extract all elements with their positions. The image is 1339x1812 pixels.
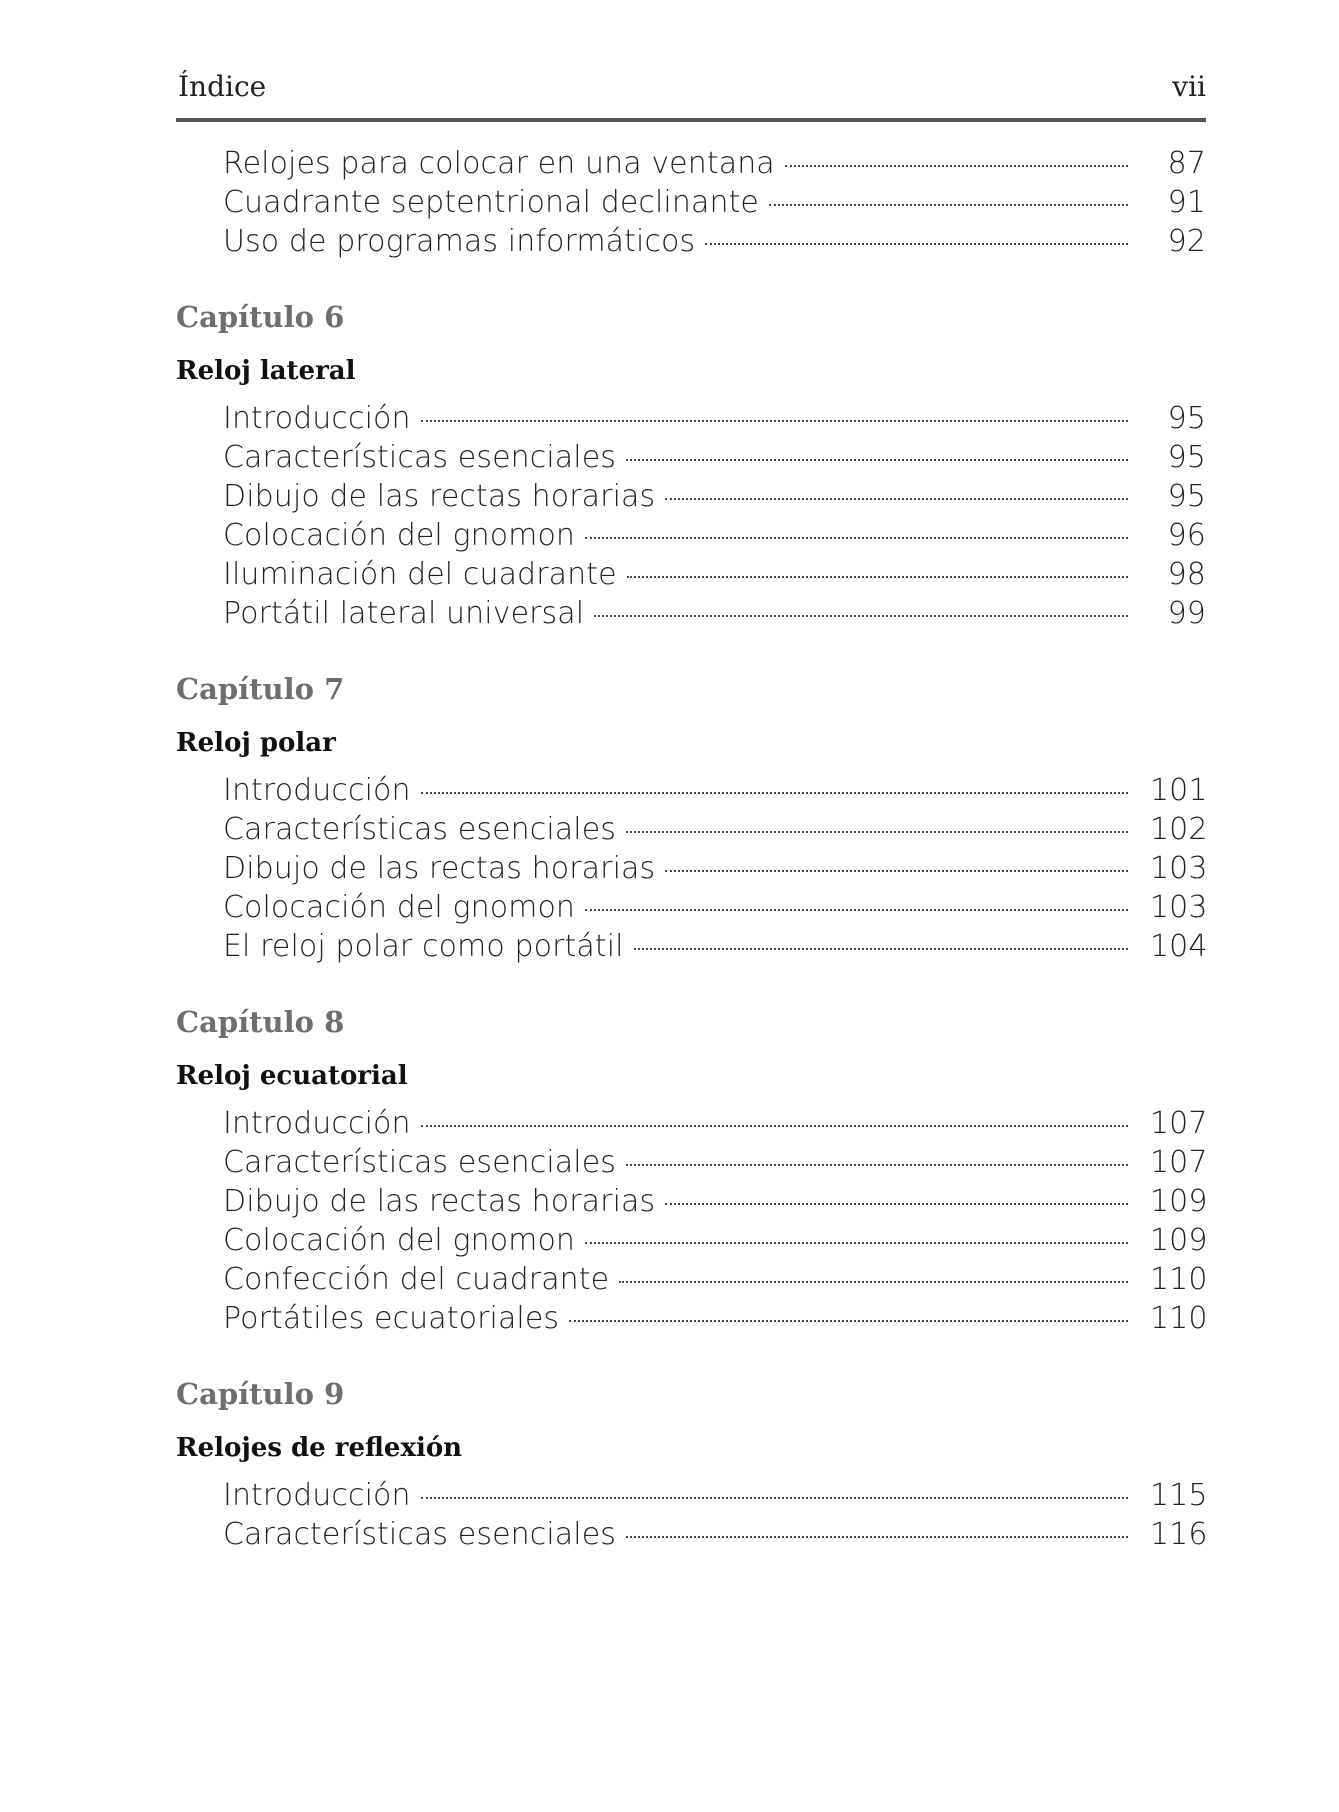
toc-entry[interactable] [223, 185, 1206, 224]
entry-title: Dibujo de las rectas horarias [223, 1184, 656, 1219]
entry-title: Características esenciales [223, 1145, 616, 1180]
dot-leader [626, 1536, 1128, 1538]
entry-page: 96 [1167, 518, 1206, 553]
dot-leader [626, 831, 1128, 833]
chapter-entries [176, 773, 1206, 968]
dot-leader [769, 204, 1128, 206]
entry-title: Portátiles ecuatoriales [223, 1301, 560, 1336]
dot-leader [705, 243, 1128, 245]
entry-page: 110 [1150, 1262, 1208, 1297]
dot-leader [569, 1320, 1128, 1322]
entry-title: Colocación del gnomon [223, 1223, 576, 1258]
entry-title: Dibujo de las rectas horarias [223, 479, 656, 514]
dot-leader [785, 165, 1128, 167]
chapter-title[interactable]: Reloj polar [176, 728, 336, 758]
entry-page: 116 [1150, 1517, 1208, 1552]
dot-leader [626, 1164, 1128, 1166]
dot-leader [665, 870, 1128, 872]
entry-title: Colocación del gnomon [223, 890, 576, 925]
entry-title: Uso de programas informáticos [223, 224, 696, 259]
entry-page: 107 [1150, 1106, 1208, 1141]
toc-entry[interactable] [223, 596, 1206, 635]
dot-leader [585, 909, 1128, 911]
chapter-entries [176, 1106, 1206, 1340]
entry-page: 95 [1167, 440, 1206, 475]
chapter-section [176, 297, 1206, 635]
entry-page: 107 [1150, 1145, 1208, 1180]
chapter-entries [176, 401, 1206, 635]
dot-leader [585, 537, 1128, 539]
entry-page: 101 [1150, 773, 1208, 808]
toc-entry[interactable] [223, 1301, 1206, 1340]
toc-entry[interactable] [223, 440, 1206, 479]
toc-entry[interactable] [223, 146, 1206, 185]
chapter-entries [176, 1478, 1206, 1556]
dot-leader [421, 792, 1128, 794]
dot-leader [594, 615, 1128, 617]
entry-page: 95 [1167, 479, 1206, 514]
toc-entry[interactable] [223, 401, 1206, 440]
chapter-title[interactable]: Reloj ecuatorial [176, 1061, 408, 1091]
entry-page: 115 [1150, 1478, 1208, 1513]
entry-title: Iluminación del cuadrante [223, 557, 617, 592]
dot-leader [421, 1497, 1128, 1499]
entry-title: Introducción [223, 401, 411, 436]
entry-title: Características esenciales [223, 440, 616, 475]
entry-title: Introducción [223, 1106, 411, 1141]
toc-entry[interactable] [223, 1184, 1206, 1223]
entry-page: 98 [1167, 557, 1206, 592]
toc-entry[interactable] [223, 890, 1206, 929]
entry-title: Relojes para colocar en una ventana [223, 146, 775, 181]
entry-title: Introducción [223, 773, 411, 808]
entry-page: 87 [1167, 146, 1206, 181]
toc-entry[interactable] [223, 1262, 1206, 1301]
toc-entry[interactable] [223, 479, 1206, 518]
toc-entry[interactable] [223, 812, 1206, 851]
entry-page: 102 [1150, 812, 1208, 847]
entry-title: Características esenciales [223, 812, 616, 847]
toc-entry[interactable] [223, 518, 1206, 557]
toc-entry[interactable] [223, 929, 1206, 968]
chapter-number: Capítulo 9 [176, 1377, 345, 1411]
entry-page: 103 [1150, 851, 1208, 886]
entry-title: Características esenciales [223, 1517, 616, 1552]
dot-leader [585, 1242, 1128, 1244]
chapter-number: Capítulo 6 [176, 300, 345, 334]
entry-title: Confección del cuadrante [223, 1262, 610, 1297]
dot-leader [627, 576, 1128, 578]
entry-title: El reloj polar como portátil [223, 929, 624, 964]
page-number: vii [1172, 70, 1206, 103]
entry-page: 95 [1167, 401, 1206, 436]
entry-title: Cuadrante septentrional declinante [223, 185, 759, 220]
entry-page: 109 [1150, 1223, 1208, 1258]
dot-leader [665, 498, 1128, 500]
entry-page: 99 [1167, 596, 1206, 631]
chapter-section [176, 669, 1206, 968]
entry-title: Dibujo de las rectas horarias [223, 851, 656, 886]
toc-entry[interactable] [223, 224, 1206, 263]
dot-leader [634, 948, 1128, 950]
page-header [176, 60, 1206, 122]
chapter-section [176, 1002, 1206, 1340]
entry-title: Colocación del gnomon [223, 518, 576, 553]
chapter-number: Capítulo 7 [176, 672, 345, 706]
toc-entry[interactable] [223, 773, 1206, 812]
dot-leader [421, 420, 1128, 422]
entry-title: Introducción [223, 1478, 411, 1513]
dot-leader [619, 1281, 1128, 1283]
entry-page: 91 [1167, 185, 1206, 220]
toc-entry[interactable] [223, 1223, 1206, 1262]
running-title: Índice [178, 70, 267, 103]
chapter-title[interactable]: Relojes de reflexión [176, 1433, 463, 1463]
dot-leader [626, 459, 1128, 461]
intro-entries [176, 146, 1206, 263]
chapter-number: Capítulo 8 [176, 1005, 345, 1039]
entry-page: 109 [1150, 1184, 1208, 1219]
toc-entry[interactable] [223, 1106, 1206, 1145]
toc-entry[interactable] [223, 1478, 1206, 1517]
entry-page: 110 [1150, 1301, 1208, 1336]
chapter-section [176, 1374, 1206, 1556]
dot-leader [421, 1125, 1128, 1127]
toc-entry[interactable] [223, 1517, 1206, 1556]
dot-leader [665, 1203, 1128, 1205]
entry-page: 103 [1150, 890, 1208, 925]
toc-entry[interactable] [223, 557, 1206, 596]
entry-title: Portátil lateral universal [223, 596, 585, 631]
entry-page: 104 [1150, 929, 1208, 964]
chapter-title[interactable]: Reloj lateral [176, 356, 356, 386]
entry-page: 92 [1167, 224, 1206, 259]
table-of-contents [176, 146, 1206, 1556]
toc-entry[interactable] [223, 851, 1206, 890]
toc-entry[interactable] [223, 1145, 1206, 1184]
